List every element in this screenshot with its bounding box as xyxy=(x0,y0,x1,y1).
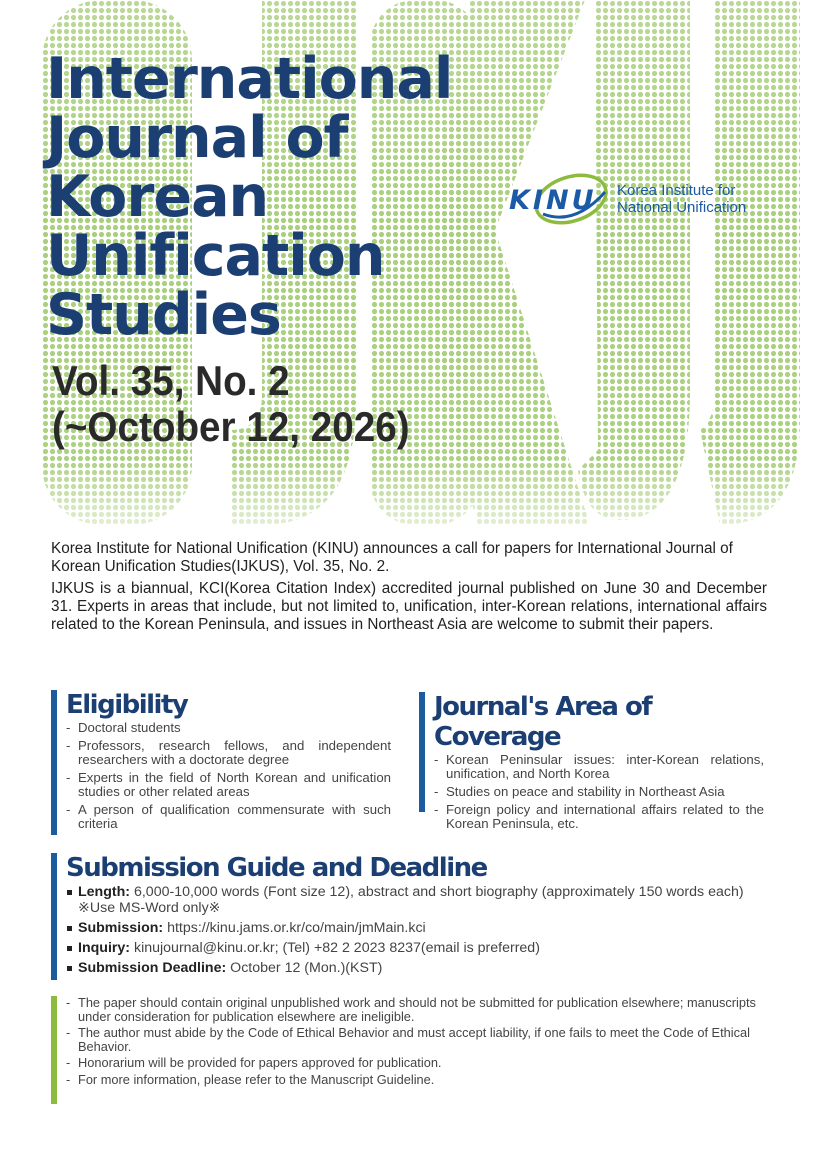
inquiry-contact[interactable]: kinujournal@kinu.or.kr; (Tel) +82 2 2023 8237(email is preferred) xyxy=(133,940,540,956)
note-item: - The paper should contain original unpublished work and should not be submitted for publication elsewhere; manuscripts under consideration for publication elsewhere are ineligible. xyxy=(66,996,778,1023)
deadline-value: October 12 (Mon.)(KST) xyxy=(230,960,383,976)
title-line: Journal of xyxy=(46,105,348,171)
kinu-name-line: National Unification xyxy=(617,199,747,216)
note-item: - Honorarium will be provided for papers approved for publication. xyxy=(66,1056,778,1070)
eligibility-list xyxy=(66,721,391,831)
list-item: - A person of qualification commensurate with such criteria xyxy=(66,803,391,831)
item-label: Length: xyxy=(78,884,131,900)
coverage-section xyxy=(419,692,764,831)
intro-text xyxy=(51,540,767,638)
list-item: - Professors, research fellows, and independent researchers with a doctorate degree xyxy=(66,739,391,767)
item-label: Submission Deadline: xyxy=(78,960,227,976)
volume-number: Vol. 35, No. 2 xyxy=(52,357,290,404)
item-label: Submission: xyxy=(78,920,164,936)
kinu-name-line: Korea Institute for xyxy=(617,182,736,199)
submission-length xyxy=(66,884,780,916)
note-item: - For more information, please refer to the Manuscript Guideline. xyxy=(66,1073,778,1087)
submission-deadline xyxy=(66,960,780,976)
eligibility-heading: Eligibility xyxy=(66,690,188,720)
deadline-date: (~October 12, 2026) xyxy=(52,403,410,450)
kinu-institution-name xyxy=(617,182,746,216)
notes-list xyxy=(66,996,778,1086)
submission-list xyxy=(66,884,780,976)
eligibility-section xyxy=(51,690,391,835)
coverage-heading: Journal's Area of Coverage xyxy=(434,692,652,752)
notes-section xyxy=(51,996,778,1104)
intro-paragraph: IJKUS is a biannual, KCI(Korea Citation Index) accredited journal published on June 30 and December 31. Experts in areas that include, but not limited to, unification, inter-Korean relations, international affairs related to the Korean Peninsula, and issues in Northeast Asia are welcome to submit their papers. xyxy=(51,580,767,633)
list-item: - Experts in the field of North Korean and unification studies or other related areas xyxy=(66,771,391,799)
submission-inquiry xyxy=(66,940,780,956)
journal-title xyxy=(46,46,453,348)
item-label: Inquiry: xyxy=(78,940,131,956)
title-line: Unification xyxy=(46,223,385,289)
submission-section xyxy=(51,853,780,980)
list-item: - Korean Peninsular issues: inter-Korean relations, unification, and North Korea xyxy=(434,753,764,781)
list-item: - Studies on peace and stability in Northeast Asia xyxy=(434,785,764,799)
submission-url[interactable]: https://kinu.jams.or.kr/co/main/jmMain.kci xyxy=(167,920,426,936)
item-text: 6,000-10,000 words (Font size 12), abstract and short biography (approximately 150 words each) ※Use MS-Word only※ xyxy=(78,884,744,916)
coverage-list xyxy=(434,753,764,831)
volume-info xyxy=(52,358,410,450)
kinu-logo-text: KINU xyxy=(509,185,597,216)
submission-heading: Submission Guide and Deadline xyxy=(66,853,487,883)
list-item: - Doctoral students xyxy=(66,721,391,735)
title-line: Studies xyxy=(46,282,281,348)
submission-link xyxy=(66,920,780,936)
list-item: - Foreign policy and international affairs related to the Korean Peninsula, etc. xyxy=(434,803,764,831)
title-line: Korean xyxy=(46,164,269,230)
intro-paragraph: Korea Institute for National Unification (KINU) announces a call for papers for International Journal of Korean Unification Studies(IJKUS), Vol. 35, No. 2. xyxy=(51,540,733,575)
title-line: International xyxy=(46,46,453,112)
note-item: - The author must abide by the Code of Ethical Behavior and must accept liability, if one fails to meet the Code of Ethical Behavior. xyxy=(66,1026,778,1053)
kinu-logo-icon xyxy=(505,168,615,230)
